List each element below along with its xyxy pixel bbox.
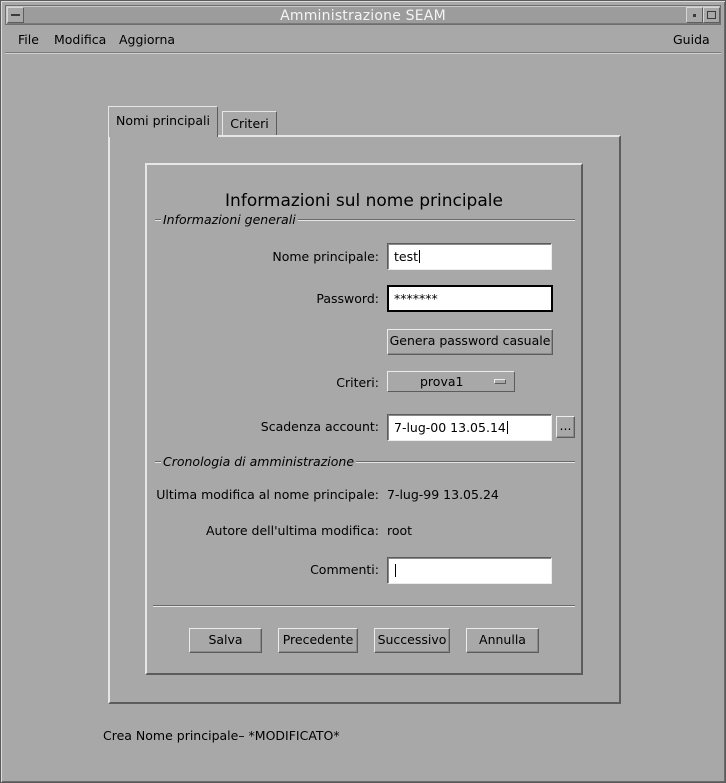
tab-criteri[interactable]: Criteri <box>222 111 277 136</box>
policy-selected-value: prova1 <box>420 374 464 389</box>
text-caret <box>507 421 508 434</box>
account-expiry-value: 7-lug-00 13.05.14 <box>394 420 506 435</box>
principal-name-value: test <box>394 249 419 264</box>
title-bar[interactable] <box>5 5 721 25</box>
history-group-label: Cronologia di amministrazione <box>163 454 355 469</box>
option-menu-indicator-icon <box>494 379 506 384</box>
generate-password-button[interactable]: Genera password casuale <box>387 329 553 355</box>
save-button[interactable]: Salva <box>189 628 262 653</box>
password-value: ******* <box>394 291 438 306</box>
account-expiry-label: Scadenza account: <box>260 419 379 434</box>
password-input[interactable] <box>387 285 553 312</box>
general-group-label: Informazioni generali <box>163 212 296 227</box>
policy-select[interactable] <box>387 371 515 392</box>
menu-bar <box>5 27 721 53</box>
cancel-button[interactable]: Annulla <box>466 628 539 653</box>
panel-title: Informazioni sul nome principale <box>225 191 503 211</box>
date-picker-button[interactable]: ... <box>556 416 575 438</box>
menu-modifica[interactable]: Modifica <box>54 32 107 47</box>
principal-name-label: Nome principale: <box>272 249 379 264</box>
account-expiry-input[interactable] <box>387 414 552 441</box>
policy-label: Criteri: <box>336 375 379 390</box>
principal-name-input[interactable] <box>387 243 552 270</box>
last-modified-label: Ultima modifica al nome principale: <box>156 487 379 502</box>
maximize-button[interactable] <box>703 7 720 23</box>
last-modified-value: 7-lug-99 13.05.24 <box>387 487 499 502</box>
menu-aggiorna[interactable]: Aggiorna <box>119 32 176 47</box>
status-text: Crea Nome principale– *MODIFICATO* <box>103 728 340 743</box>
menu-file[interactable]: File <box>18 32 39 47</box>
previous-button[interactable]: Precedente <box>278 628 358 653</box>
menu-guida[interactable]: Guida <box>673 32 710 47</box>
password-label: Password: <box>316 291 379 306</box>
comments-label: Commenti: <box>310 562 379 577</box>
comments-input[interactable] <box>387 557 552 584</box>
minimize-button[interactable] <box>686 7 703 23</box>
text-caret <box>419 250 420 263</box>
tab-nomi-principali[interactable]: Nomi principali <box>108 106 218 137</box>
buttons-separator <box>153 605 575 607</box>
window-title: Amministrazione SEAM <box>280 8 446 24</box>
modified-by-value: root <box>387 523 413 538</box>
text-caret <box>395 564 396 577</box>
minimize-icon <box>693 14 696 17</box>
modified-by-label: Autore dell'ultima modifica: <box>206 523 379 538</box>
maximize-icon <box>707 11 716 19</box>
principal-info-panel <box>145 163 583 675</box>
next-button[interactable]: Successivo <box>374 628 450 653</box>
